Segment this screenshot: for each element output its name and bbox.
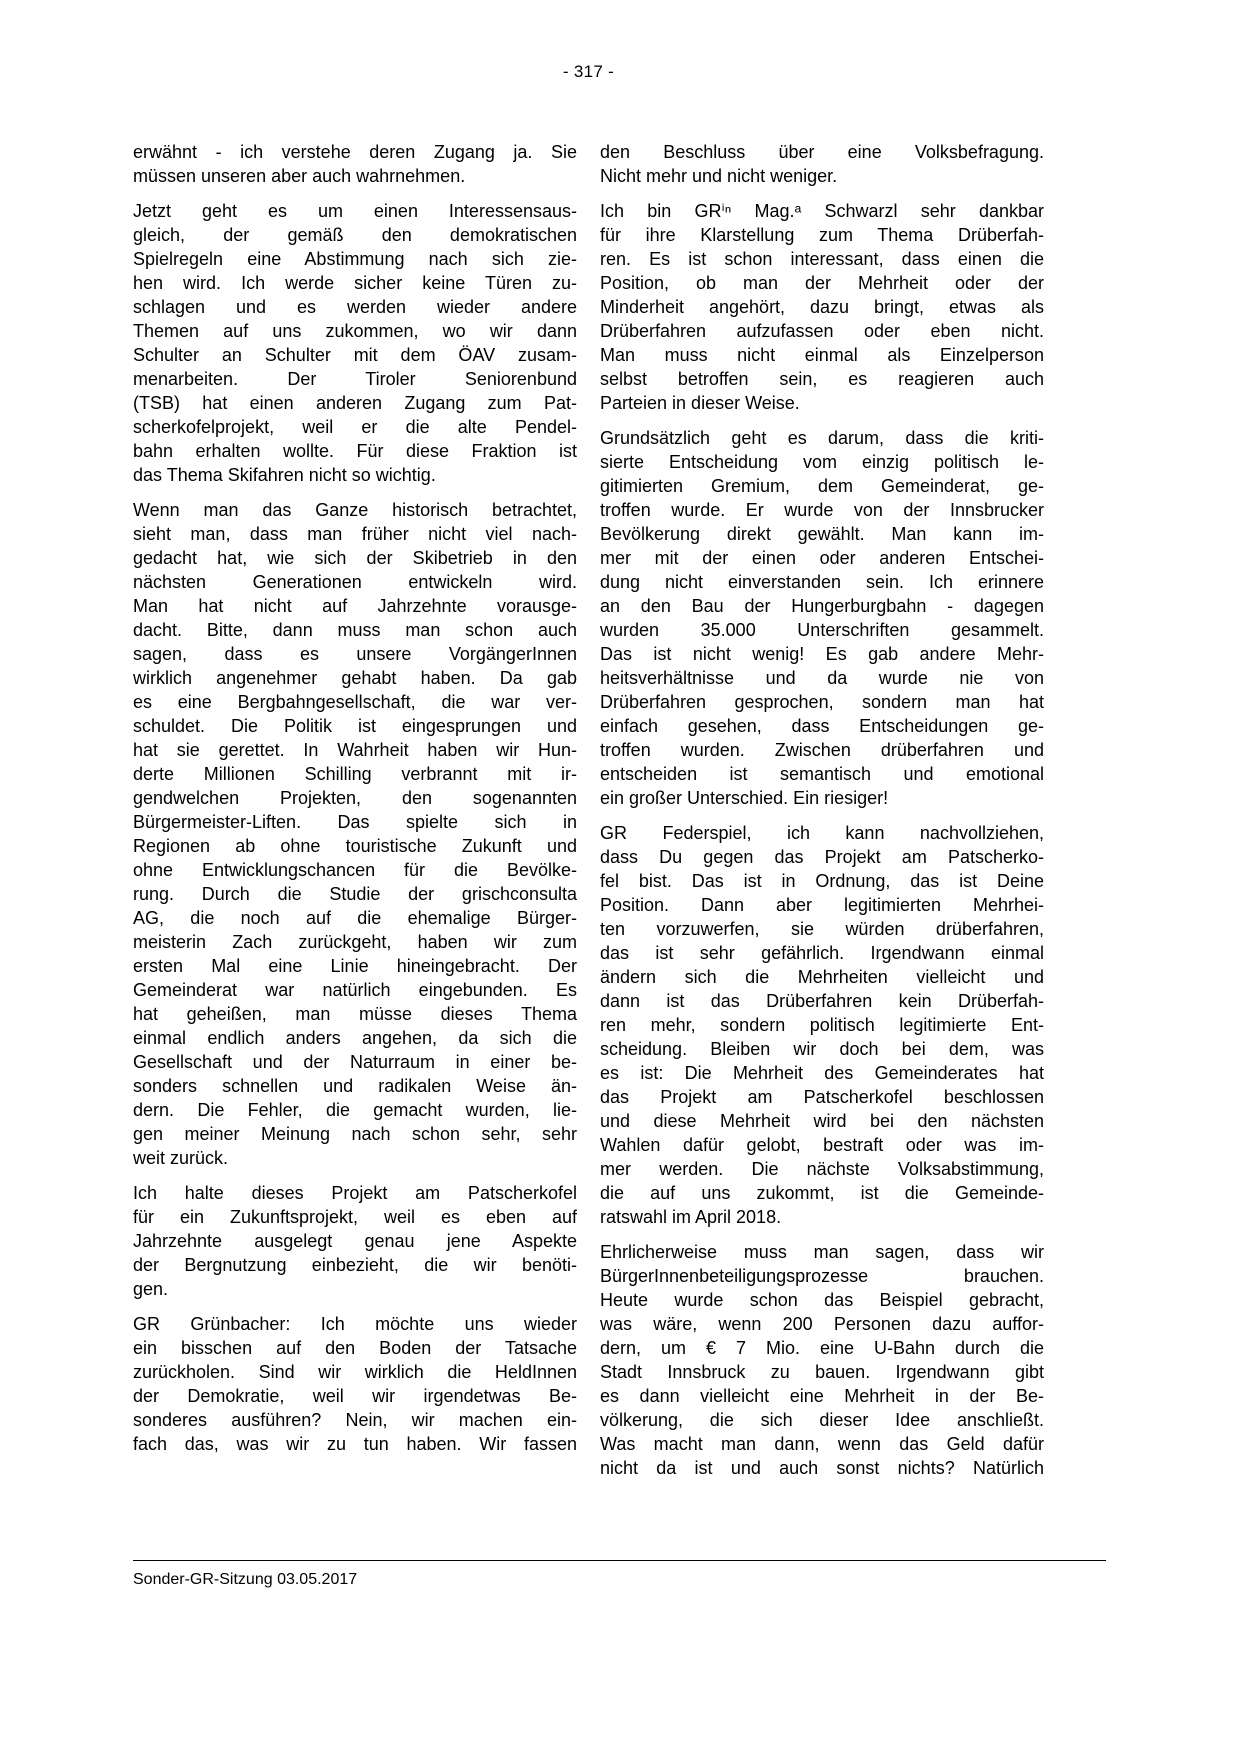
text-line: Drüberfahren aufzufassen oder eben nicht.	[600, 321, 1044, 341]
text-line: Gesellschaft und der Naturraum in einer be-	[133, 1052, 577, 1072]
text-line: Was macht man dann, wenn das Geld dafür	[600, 1434, 1044, 1454]
text-line: nächsten Generationen entwickeln wird.	[133, 572, 577, 592]
text-line: Ich halte dieses Projekt am Patscherkofel	[133, 1183, 577, 1203]
paragraph	[600, 140, 1044, 188]
text-line: dacht. Bitte, dann muss man schon auch	[133, 620, 577, 640]
text-line: Position. Dann aber legitimierten Mehrhei-	[600, 895, 1044, 915]
text-line: bahn erhalten wollte. Für diese Fraktion ist	[133, 441, 577, 461]
text-line: Bevölkerung direkt gewählt. Man kann im-	[600, 524, 1044, 544]
text-line: ein großer Unterschied. Ein riesiger!	[600, 788, 889, 808]
text-line: hen wird. Ich werde sicher keine Türen zu-	[133, 273, 577, 293]
text-line: Drüberfahren gesprochen, sondern man hat	[600, 692, 1044, 712]
text-line: erwähnt - ich verstehe deren Zugang ja. Sie	[133, 142, 577, 162]
text-line: völkerung, die sich dieser Idee anschließt.	[600, 1410, 1044, 1430]
text-line: ratswahl im April 2018.	[600, 1207, 782, 1227]
text-line: ren. Es ist schon interessant, dass einen die	[600, 249, 1044, 269]
text-line: der Bergnutzung einbezieht, die wir benöti-	[133, 1255, 577, 1275]
text-line: dern, um € 7 Mio. eine U-Bahn durch die	[600, 1338, 1044, 1358]
text-line: Nicht mehr und nicht weniger.	[600, 166, 838, 186]
text-line: einmal endlich anders angehen, da sich die	[133, 1028, 577, 1048]
text-line: es ist: Die Mehrheit des Gemeinderates hat	[600, 1063, 1044, 1083]
text-line: Position, ob man der Mehrheit oder der	[600, 273, 1044, 293]
text-line: Ich bin GRⁱⁿ Mag.ᵃ Schwarzl sehr dankbar	[600, 201, 1044, 221]
text-line: wirklich angenehmer gehabt haben. Da gab	[133, 668, 577, 688]
text-line: gitimierten Gremium, dem Gemeinderat, ge-	[600, 476, 1044, 496]
text-line: die auf uns zukommt, ist die Gemeinde-	[600, 1183, 1044, 1203]
text-line: scheidung. Bleiben wir doch bei dem, was	[600, 1039, 1044, 1059]
paragraph	[133, 1312, 577, 1456]
footer-divider	[133, 1560, 1106, 1561]
text-line: fach das, was wir zu tun haben. Wir fassen	[133, 1434, 577, 1454]
text-line: ten vorzuwerfen, sie würden drüberfahren,	[600, 919, 1044, 939]
text-line: sonders schnellen und radikalen Weise än-	[133, 1076, 577, 1096]
text-line: sierte Entscheidung vom einzig politisch le-	[600, 452, 1044, 472]
text-line: gen meiner Meinung nach schon sehr, sehr	[133, 1124, 577, 1144]
text-line: ändern sich die Mehrheiten vielleicht und	[600, 967, 1044, 987]
text-line: menarbeiten. Der Tiroler Seniorenbund	[133, 369, 577, 389]
text-line: an den Bau der Hungerburgbahn - dagegen	[600, 596, 1044, 616]
text-line: BürgerInnenbeteiligungsprozesse brauchen.	[600, 1266, 1044, 1286]
text-line: scherkofelprojekt, weil er die alte Pendel-	[133, 417, 577, 437]
text-line: dung nicht einverstanden sein. Ich erinnere	[600, 572, 1044, 592]
text-line: Man hat nicht auf Jahrzehnte vorausge-	[133, 596, 577, 616]
text-line: Grundsätzlich geht es darum, dass die kriti-	[600, 428, 1044, 448]
text-line: gendwelchen Projekten, den sogenannten	[133, 788, 577, 808]
text-line: Stadt Innsbruck zu bauen. Irgendwann gibt	[600, 1362, 1044, 1382]
text-line: schlagen und es werden wieder andere	[133, 297, 577, 317]
text-line: Themen auf uns zukommen, wo wir dann	[133, 321, 577, 341]
paragraph	[600, 199, 1044, 415]
text-line: es dann vielleicht eine Mehrheit in der Be-	[600, 1386, 1044, 1406]
text-line: hat geheißen, man müsse dieses Thema	[133, 1004, 577, 1024]
text-line: einfach gesehen, dass Entscheidungen ge-	[600, 716, 1044, 736]
text-line: Wahlen dafür gelobt, bestraft oder was im-	[600, 1135, 1044, 1155]
text-line: hat sie gerettet. In Wahrheit haben wir Hun-	[133, 740, 577, 760]
text-line: dern. Die Fehler, die gemacht wurden, lie-	[133, 1100, 577, 1120]
text-column-left	[133, 140, 577, 1467]
text-line: weit zurück.	[133, 1148, 229, 1168]
text-line: fel bist. Das ist in Ordnung, das ist Deine	[600, 871, 1044, 891]
text-line: für ein Zukunftsprojekt, weil es eben auf	[133, 1207, 577, 1227]
text-line: gen.	[133, 1279, 169, 1299]
footer-text: Sonder-GR-Sitzung 03.05.2017	[133, 1571, 358, 1588]
text-line: für ihre Klarstellung zum Thema Drüberfah-	[600, 225, 1044, 245]
text-line: selbst betroffen sein, es reagieren auch	[600, 369, 1044, 389]
paragraph	[600, 821, 1044, 1229]
text-line: müssen unseren aber auch wahrnehmen.	[133, 166, 466, 186]
text-line: Bürgermeister-Liften. Das spielte sich in	[133, 812, 577, 832]
text-line: Jahrzehnte ausgelegt genau jene Aspekte	[133, 1231, 577, 1251]
paragraph	[133, 199, 577, 487]
text-line: entscheiden ist semantisch und emotional	[600, 764, 1044, 784]
text-column-right	[600, 140, 1044, 1491]
text-line: gedacht hat, wie sich der Skibetrieb in den	[133, 548, 577, 568]
text-line: Heute wurde schon das Beispiel gebracht,	[600, 1290, 1044, 1310]
text-line: der Demokratie, weil wir irgendetwas Be-	[133, 1386, 577, 1406]
text-line: meisterin Zach zurückgeht, haben wir zum	[133, 932, 577, 952]
text-line: es eine Bergbahngesellschaft, die war ver-	[133, 692, 577, 712]
text-line: Minderheit angehört, dazu bringt, etwas als	[600, 297, 1044, 317]
text-line: nicht da ist und auch sonst nichts? Natürlich	[600, 1458, 1044, 1478]
text-line: Das ist nicht wenig! Es gab andere Mehr-	[600, 644, 1044, 664]
text-line: derte Millionen Schilling verbrannt mit ir-	[133, 764, 577, 784]
text-line: das Projekt am Patscherkofel beschlossen	[600, 1087, 1044, 1107]
text-line: dass Du gegen das Projekt am Patscherko-	[600, 847, 1044, 867]
text-line: den Beschluss über eine Volksbefragung.	[600, 142, 1044, 162]
text-line: sonderes ausführen? Nein, wir machen ein-	[133, 1410, 577, 1430]
text-line: und diese Mehrheit wird bei den nächsten	[600, 1111, 1044, 1131]
text-line: sieht man, dass man früher nicht viel nach-	[133, 524, 577, 544]
text-line: (TSB) hat einen anderen Zugang zum Pat-	[133, 393, 577, 413]
text-line: rung. Durch die Studie der grischconsulta	[133, 884, 577, 904]
text-line: Man muss nicht einmal als Einzelperson	[600, 345, 1044, 365]
text-line: Wenn man das Ganze historisch betrachtet,	[133, 500, 577, 520]
text-line: GR Federspiel, ich kann nachvollziehen,	[600, 823, 1044, 843]
text-line: ohne Entwicklungschancen für die Bevölke-	[133, 860, 577, 880]
text-line: schuldet. Die Politik ist eingesprungen und	[133, 716, 577, 736]
text-line: gleich, der gemäß den demokratischen	[133, 225, 577, 245]
text-line: troffen wurden. Zwischen drüberfahren und	[600, 740, 1044, 760]
text-line: Spielregeln eine Abstimmung nach sich zie-	[133, 249, 577, 269]
text-line: wurden 35.000 Unterschriften gesammelt.	[600, 620, 1044, 640]
text-line: GR Grünbacher: Ich möchte uns wieder	[133, 1314, 577, 1334]
text-line: Jetzt geht es um einen Interessensaus-	[133, 201, 577, 221]
paragraph	[600, 426, 1044, 810]
text-line: ein bisschen auf den Boden der Tatsache	[133, 1338, 577, 1358]
text-line: zurückholen. Sind wir wirklich die HeldInnen	[133, 1362, 577, 1382]
text-line: Regionen ab ohne touristische Zukunft und	[133, 836, 577, 856]
text-line: Parteien in dieser Weise.	[600, 393, 800, 413]
text-line: mer mit der einen oder anderen Entschei-	[600, 548, 1044, 568]
text-line: Schulter an Schulter mit dem ÖAV zusam-	[133, 345, 577, 365]
page-number: - 317 -	[562, 62, 615, 81]
text-line: troffen wurde. Er wurde von der Innsbrucker	[600, 500, 1044, 520]
text-line: dann ist das Drüberfahren kein Drüberfah-	[600, 991, 1044, 1011]
paragraph	[133, 140, 577, 188]
text-line: heitsverhältnisse und da wurde nie von	[600, 668, 1044, 688]
text-line: was wäre, wenn 200 Personen dazu auffor-	[600, 1314, 1044, 1334]
text-line: AG, die noch auf die ehemalige Bürger-	[133, 908, 577, 928]
text-line: mer werden. Die nächste Volksabstimmung,	[600, 1159, 1044, 1179]
text-line: Gemeinderat war natürlich eingebunden. Es	[133, 980, 577, 1000]
text-line: das ist sehr gefährlich. Irgendwann einmal	[600, 943, 1044, 963]
paragraph	[133, 498, 577, 1170]
paragraph	[133, 1181, 577, 1301]
text-line: ren mehr, sondern politisch legitimierte Ent-	[600, 1015, 1044, 1035]
text-line: das Thema Skifahren nicht so wichtig.	[133, 465, 436, 485]
paragraph	[600, 1240, 1044, 1480]
text-line: ersten Mal eine Linie hineingebracht. Der	[133, 956, 577, 976]
text-line: sagen, dass es unsere VorgängerInnen	[133, 644, 577, 664]
text-line: Ehrlicherweise muss man sagen, dass wir	[600, 1242, 1044, 1262]
